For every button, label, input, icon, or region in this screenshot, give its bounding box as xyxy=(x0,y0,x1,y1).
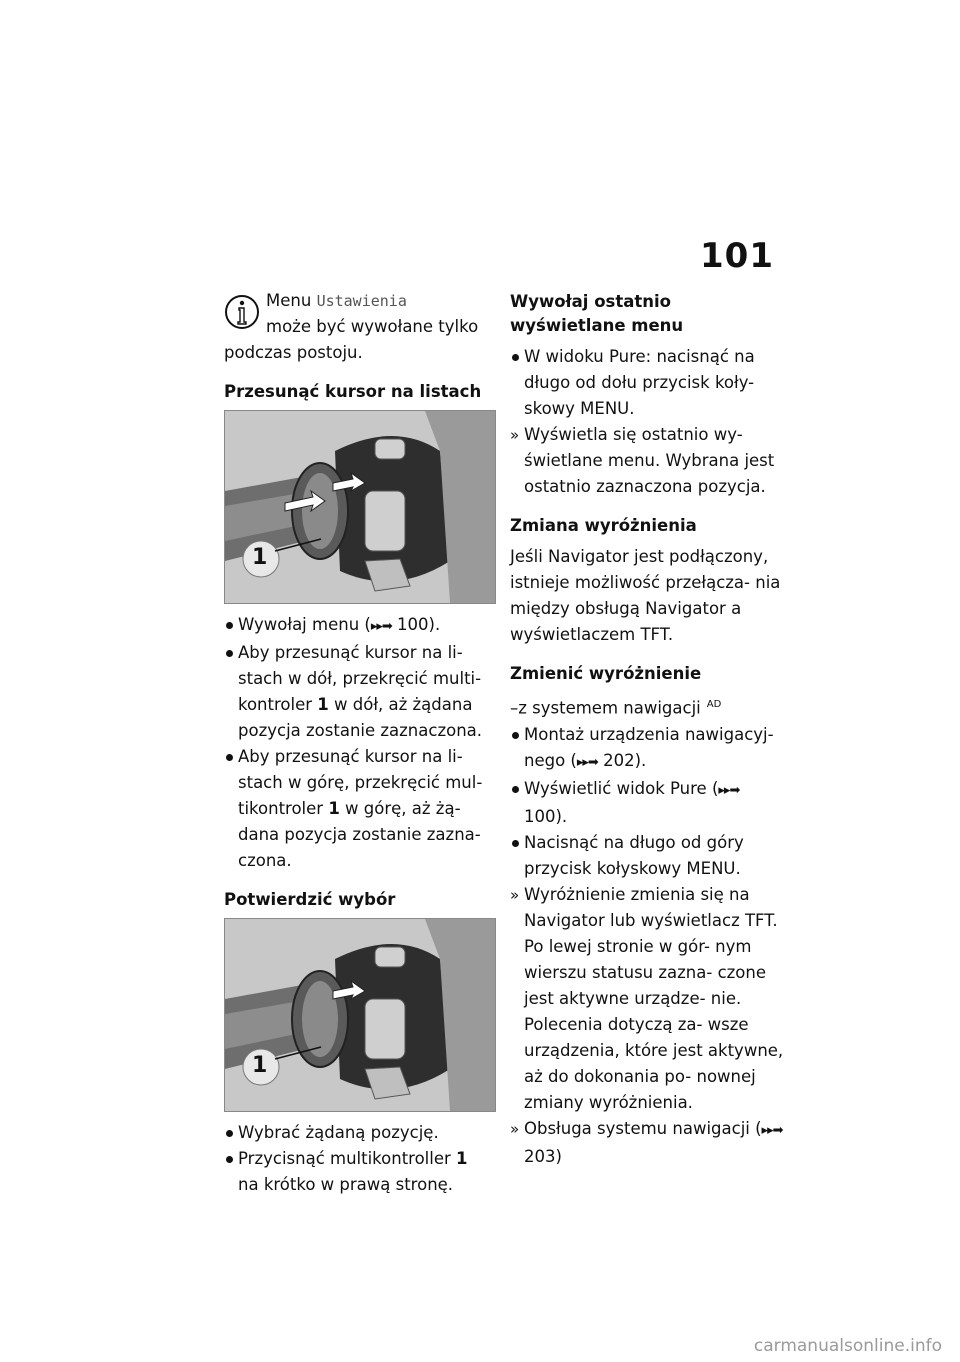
info-note xyxy=(224,288,496,366)
info-line2: może być wywołane tylko xyxy=(266,317,479,336)
steps-confirm xyxy=(224,1120,496,1198)
figure-multicontroller-1 xyxy=(224,410,496,604)
result-last-menu: » Wyświetla się ostatnio wy- świetlane menu. Wybrana jest ostatnio zaznaczona pozycja. xyxy=(510,422,786,500)
steps-move-cursor xyxy=(224,612,496,874)
result-highlight-changes: » Wyróżnienie zmienia się na Navigator lub wyświetlacz TFT. Po lewej stronie w gór- nym wierszu statusu zazna- czone jest aktywne urządze- nie. Polecenia dotyczą za- wsze urządzenia, które jest aktywne, aż do dokonania po- nownej zmiany wyróżnienia. xyxy=(510,882,786,1116)
info-line1: Menu Ustawienia xyxy=(266,291,407,310)
option-code: AD xyxy=(706,699,722,710)
left-column xyxy=(224,288,496,1198)
figure-multicontroller-2 xyxy=(224,918,496,1112)
handlebar-illustration xyxy=(225,919,495,1111)
page-ref-arrow-icon: ▸▸➡ xyxy=(761,1122,783,1138)
paragraph-change-highlight: Jeśli Navigator jest podłączony, istnieje możliwość przełącza- nia między obsługą Navigator a wyświetlaczem TFT. xyxy=(510,547,781,644)
page-ref-arrow-icon: ▸▸➡ xyxy=(370,619,392,634)
watermark: carmanualsonline.info xyxy=(753,1336,942,1356)
step-mount-navigation: Montaż urządzenia nawigacyj- nego (▸▸➡ 202). xyxy=(510,722,786,776)
step-pure-view: Wyświetlić widok Pure (▸▸➡ 100). xyxy=(510,776,786,830)
figure-callout-1: 1 xyxy=(252,1053,268,1078)
step-open-menu: Wywołaj menu (▸▸➡ 100). xyxy=(224,612,496,640)
step-press-controller: Przycisnąć multikontroller 1 na krótko w prawą stronę. xyxy=(224,1146,496,1198)
figure-callout-1: 1 xyxy=(252,545,268,570)
info-line3: podczas postoju. xyxy=(224,343,363,362)
page-ref-arrow-icon: ▸▸➡ xyxy=(718,782,740,798)
step-move-down: Aby przesunąć kursor na li- stach w dół, przekręcić multi- kontroler 1 w dół, aż żądana pozycja zostanie zaznaczona. xyxy=(224,640,496,744)
step-press-menu-top: Nacisnąć na długo od góry przycisk kołyskowy MENU. xyxy=(510,830,786,882)
section-title-change-highlight-2: Zmienić wyróżnienie xyxy=(510,664,702,683)
steps-change-highlight xyxy=(510,722,786,1170)
steps-last-menu xyxy=(510,344,786,500)
section-title-confirm: Potwierdzić wybór xyxy=(224,890,396,909)
step-select-item: Wybrać żądaną pozycję. xyxy=(224,1120,496,1146)
right-column xyxy=(510,288,786,1170)
page-number: 101 xyxy=(700,236,774,276)
page-ref-arrow-icon: ▸▸➡ xyxy=(576,754,598,770)
result-navigation-operation: » Obsługa systemu nawigacji (▸▸➡ 203) xyxy=(510,1116,786,1170)
step-move-up: Aby przesunąć kursor na li- stach w górę, przekręcić mul- tikontroler 1 w górę, aż żą- dana pozycja zostanie zazna- czona. xyxy=(224,744,496,874)
info-icon xyxy=(224,292,260,332)
section-title-move-cursor: Przesunąć kursor na listach xyxy=(224,382,482,401)
section-title-change-highlight: Zmiana wyróżnienia xyxy=(510,516,697,535)
handlebar-illustration xyxy=(225,411,495,603)
menu-name: Ustawienia xyxy=(316,292,407,310)
step-press-menu-long: W widoku Pure: nacisnąć na długo od dołu przycisk koły- skowy MENU. xyxy=(510,344,786,422)
navigation-option-line: –z systemem nawigacji $^{AD}$ xyxy=(510,698,722,718)
section-title-last-menu: Wywołaj ostatnio wyświetlane menu xyxy=(510,292,684,335)
